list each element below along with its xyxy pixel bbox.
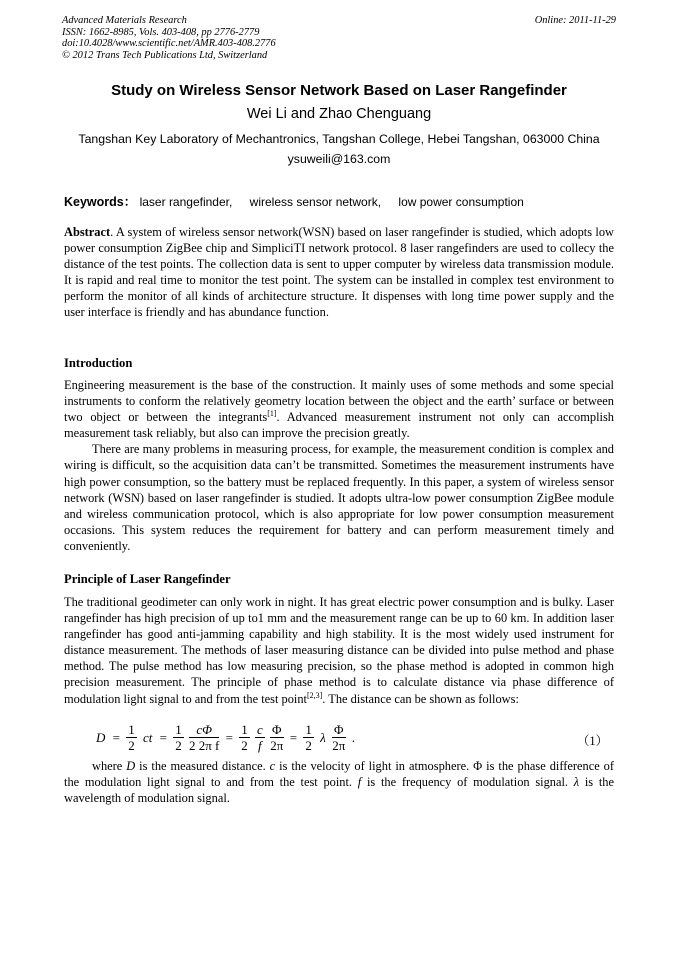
eq-denominator: 2: [241, 738, 248, 753]
paper-authors: Wei Li and Zhao Chenguang: [246, 106, 432, 122]
paper-title: Study on Wireless Sensor Network Based on Laser Rangefinder: [111, 82, 567, 99]
eq-denominator: 2: [175, 738, 182, 753]
principle-paragraph-2: [64, 758, 614, 806]
text-span: is the wavelength of modulation signal.: [64, 775, 614, 806]
journal-name: Advanced Materials Research: [62, 15, 187, 26]
eq-symbol: =: [159, 729, 167, 745]
eq-numerator: Φ: [334, 722, 344, 737]
citation-ref: [2,3]: [306, 690, 323, 700]
eq-fraction: [173, 722, 184, 753]
abstract-text: . A system of wireless sensor network(WSN) based on laser rangefinder is studied, which adopts low power consumption ZigBee chip and SimpliciTI network protocol. 8 laser rangefinders are used to collecy the distance of the test points. The collection data is sent to upper computer by wireless data transmission module. It is rapid and real time to monitor the test point. The system can be installed in complex test environment to perform the monitor of all kinds of architecture structure. It dispenses with long time power supply and the user interface is friendly and has abundance function.: [64, 225, 614, 320]
section-heading-introduction: Introduction: [64, 356, 133, 370]
introduction-paragraph-2: There are many problems in measuring process, for example, the measurement condition is complex and wiring is difficult, so the acquisition data can’t be transmitted. Sometimes the measurement instruments have high power consumption, so the battery must be replaced frequently. In this paper, a system of wireless sensor network (WSN) based on laser rangefinder is studied. It adopts ultra-low power consumption ZigBee module and wireless communication protocol, which is also appropriate for low power consumption measurement occasions. This system reduces the requirement for battery and can perform measurement timely and conveniently.: [64, 442, 614, 553]
eq-denominator: f: [258, 738, 262, 753]
text-span: where: [92, 759, 127, 773]
paper-affiliation: Tangshan Key Laboratory of Mechantronics, Tangshan College, Hebei Tangshan, 063000 China: [78, 132, 600, 146]
author-email: ysuweili@163.com: [287, 152, 391, 166]
eq-fraction: [303, 722, 314, 753]
equation-number: （1）: [577, 734, 608, 748]
eq-fraction: [255, 722, 265, 753]
principle-paragraph-1: [64, 594, 614, 707]
text-span: is the velocity of light in atmosphere. Φ is the phase difference of the modulation light signal to and from the test point.: [64, 759, 615, 790]
eq-numerator: Φ: [272, 722, 282, 737]
eq-numerator: 1: [305, 722, 312, 737]
keyword-term: low power consumption: [398, 195, 524, 209]
keywords-label: Keywords：: [64, 195, 137, 209]
eq-denominator: 2π: [270, 738, 284, 753]
eq-symbol: =: [112, 729, 120, 745]
eq-symbol: =: [289, 729, 298, 745]
eq-numerator: cΦ: [189, 722, 219, 738]
eq-denominator: 2: [305, 738, 312, 753]
eq-fraction: [189, 722, 219, 753]
math-var: c: [269, 759, 276, 773]
journal-copyright: © 2012 Trans Tech Publications Ltd, Switzerland: [62, 49, 268, 61]
abstract-label: Abstract: [64, 225, 111, 239]
eq-numerator: c: [256, 722, 263, 737]
text-span: The traditional geodimeter can only work in night. It has great electric power consumption and is bulky. Laser rangefinder has high precision of up to1 mm and the measurement range can be up to 60 km. In addition laser rangefinder has good anti-jamming capability and high stability. It is the most widely used instrument for distance measurement. The methods of laser measuring distance can be divided into pulse method and phase method. The pulse method has low measuring precision, so the phase method is adopted in common high precision measurement. The principle of phase method is to calculate distance via phase difference of modulation light signal to and from the test point: [64, 595, 614, 706]
keywords: [64, 192, 624, 210]
principle-body: [64, 594, 614, 707]
text-span: . Advanced measurement instrument not only can accomplish measurement task reliably, but also can improve the precision greatly.: [64, 410, 614, 441]
keyword-term: wireless sensor network,: [249, 195, 382, 209]
eq-symbol: ct: [142, 729, 153, 745]
eq-numerator: 1: [128, 722, 135, 737]
online-date: Online: 2011-11-29: [534, 15, 616, 26]
equation-1: [94, 722, 614, 758]
text-span: is the measured distance.: [135, 759, 270, 773]
journal-issn: ISSN: 1662-8985, Vols. 403-408, pp 2776-2779: [62, 26, 260, 38]
abstract: [64, 224, 614, 321]
journal-doi: doi:10.4028/www.scientific.net/AMR.403-408.2776: [62, 38, 276, 50]
introduction-body: [64, 377, 614, 554]
eq-numerator: 1: [241, 722, 248, 737]
eq-symbol: λ: [320, 729, 326, 745]
eq-denominator: 2π: [332, 738, 346, 753]
citation-ref: [1]: [267, 409, 277, 419]
math-var: λ: [573, 775, 580, 790]
principle-body-2: [64, 758, 614, 806]
eq-denominator: 2: [128, 738, 135, 753]
eq-symbol: D: [96, 729, 106, 745]
eq-fraction: [239, 722, 250, 753]
eq-fraction: [126, 722, 137, 753]
journal-header: [62, 15, 616, 61]
math-var: f: [357, 775, 362, 790]
text-span: . The distance can be shown as follows:: [322, 691, 519, 706]
text-span: Engineering measurement is the base of the construction. It mainly uses of some methods and some special instruments to conform the relatively geometry location between the object and the earth’ surface or between two object or between the integrants: [64, 378, 614, 425]
math-var: D: [126, 759, 136, 773]
eq-symbol: =: [225, 729, 233, 745]
eq-fraction: [332, 722, 346, 753]
eq-symbol: .: [351, 729, 356, 745]
text-span: is the frequency of modulation signal.: [361, 775, 574, 790]
keyword-term: laser rangefinder,: [139, 195, 233, 209]
eq-denominator: 2 2π f: [188, 738, 220, 753]
eq-fraction: [270, 722, 284, 753]
section-heading-principle: Principle of Laser Rangefinder: [64, 572, 231, 586]
introduction-paragraph-1: [64, 377, 614, 441]
eq-numerator: 1: [175, 722, 182, 737]
